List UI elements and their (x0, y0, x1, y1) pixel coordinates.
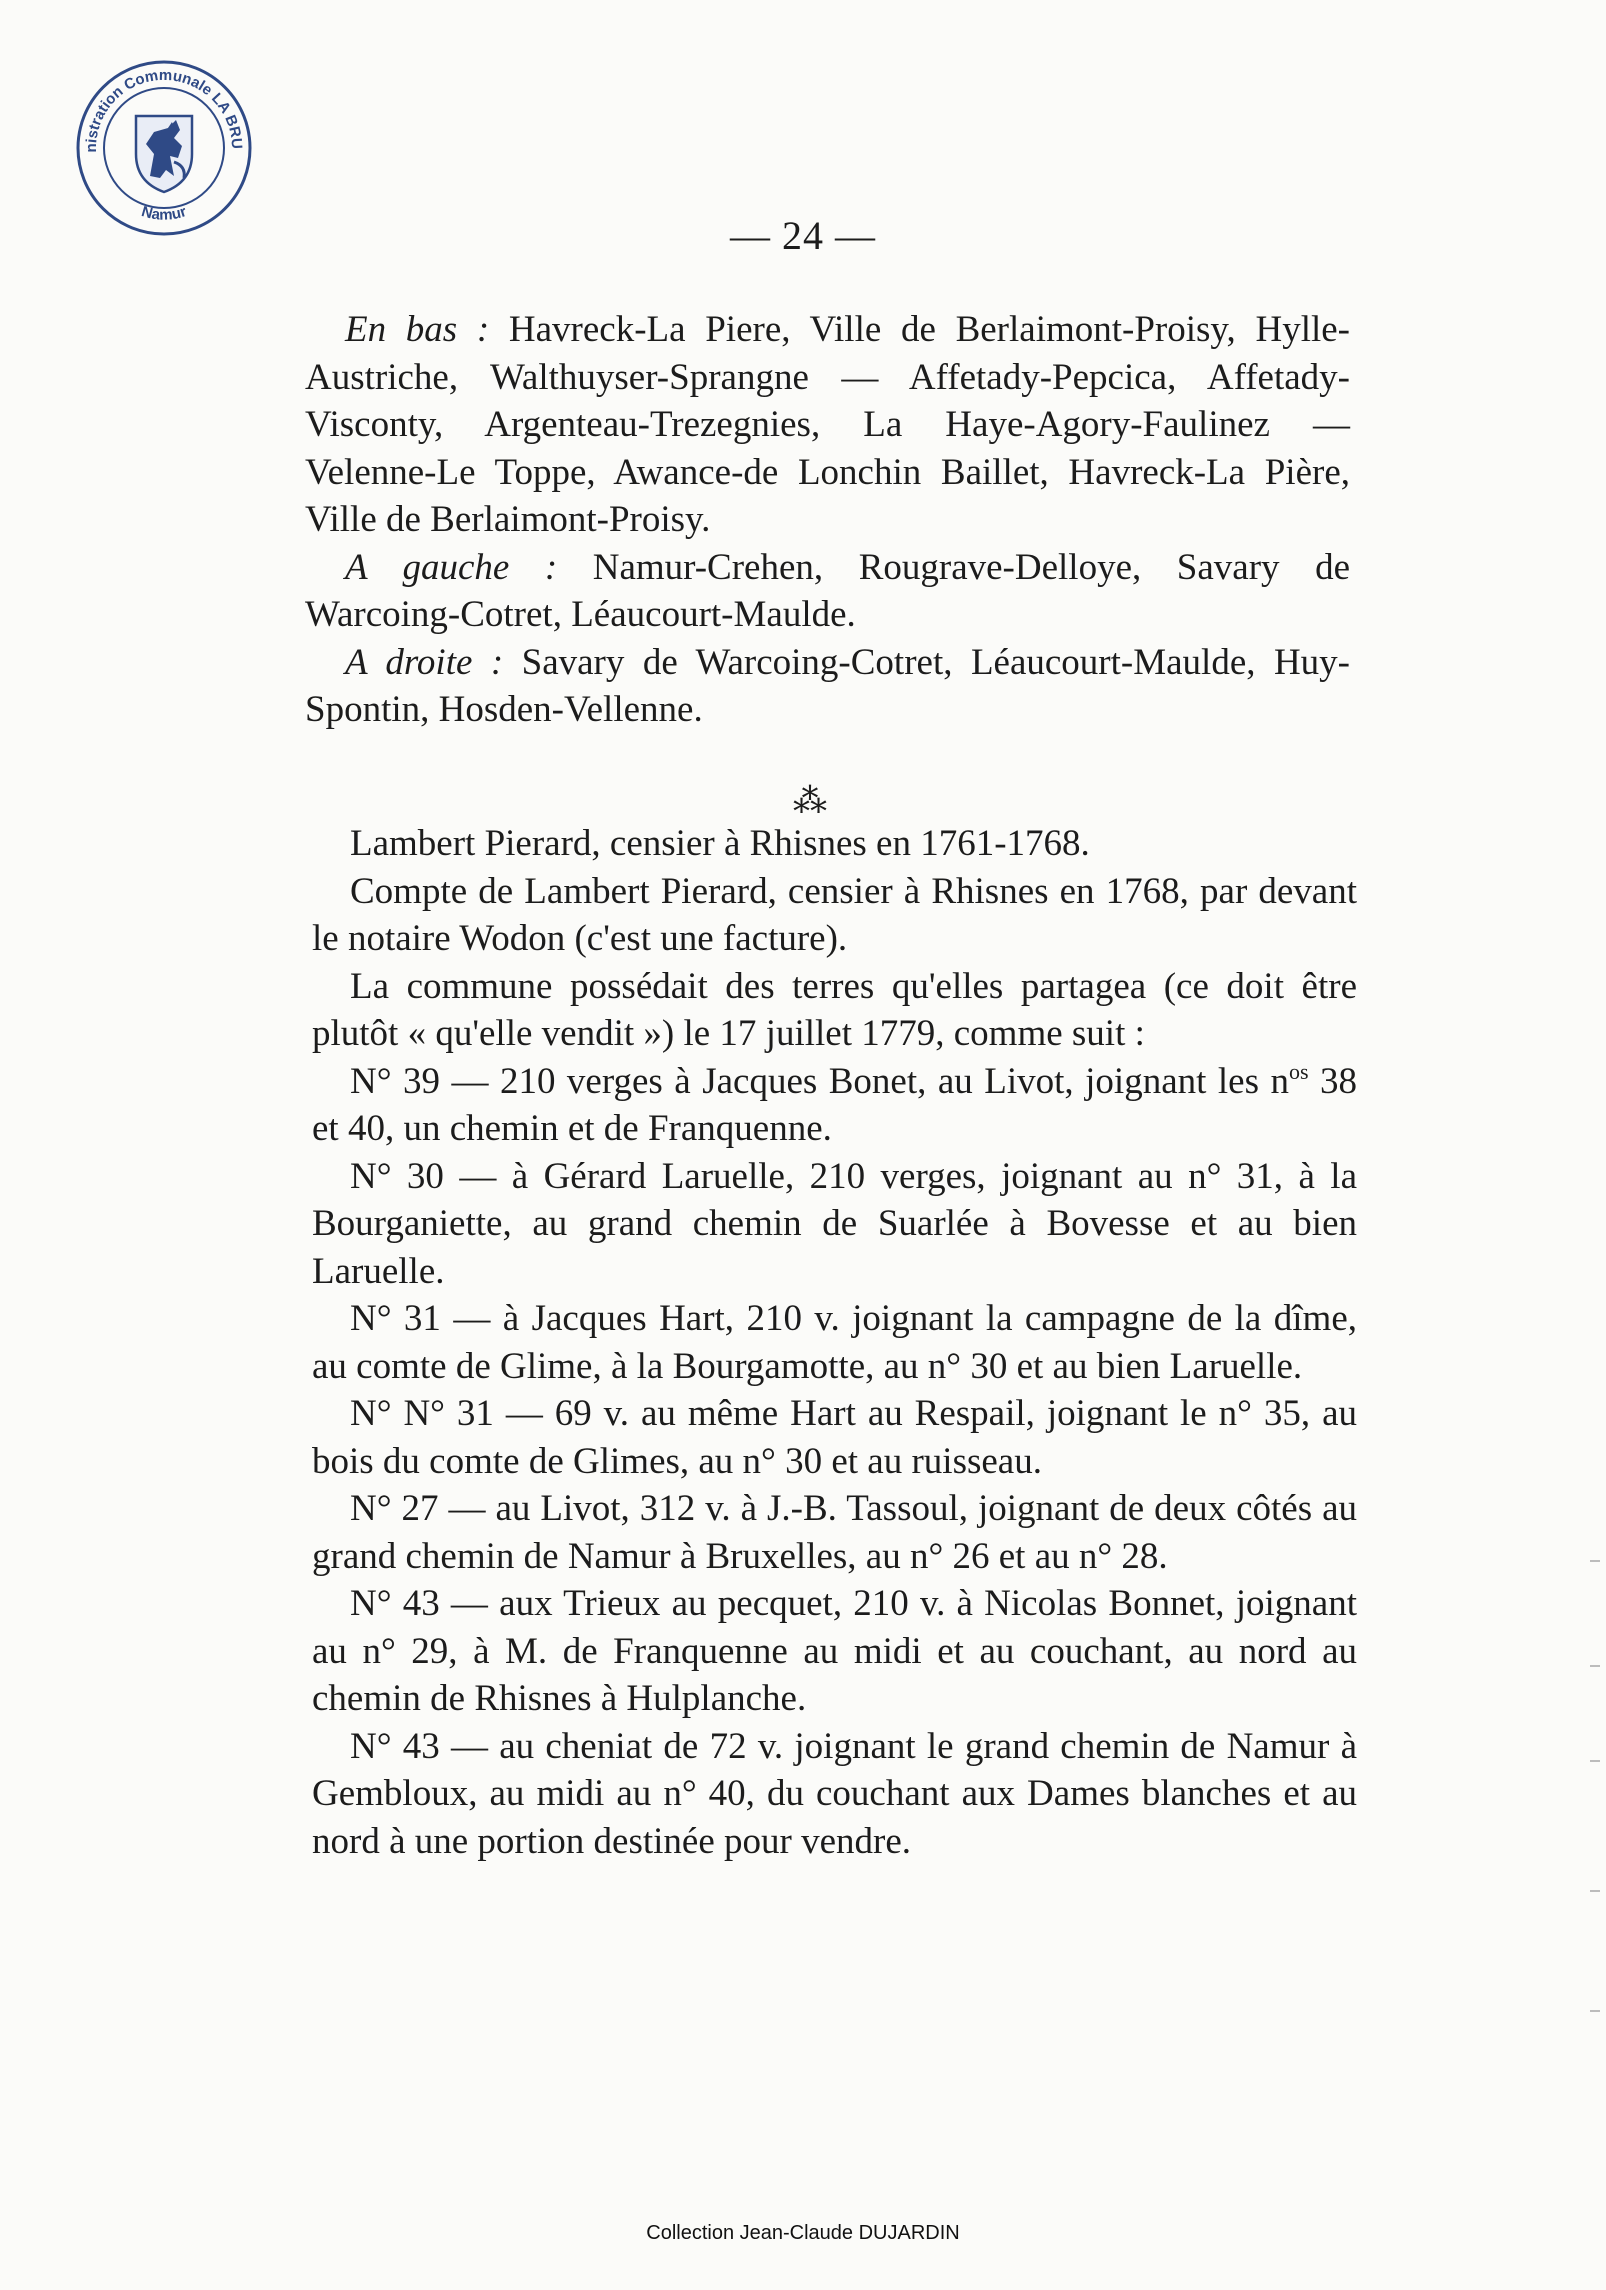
lion-coat-of-arms-icon (74, 58, 254, 238)
paragraph-text: Savary de Warcoing-Cotret, Léaucourt-Maulde, Huy-Spontin, Hosden-Vellenne. (305, 641, 1350, 730)
margin-mark (1590, 1560, 1600, 1562)
paragraph: N° 31 — à Jacques Hart, 210 v. joignant la campagne de la dîme, au comte de Glime, à la Bourgamotte, au n° 30 et au bien Laruelle. (312, 1298, 1357, 1387)
page-number: — 24 — (730, 213, 876, 258)
margin-mark (1590, 1890, 1600, 1892)
svg-text:Namur: Namur (139, 203, 189, 224)
paragraph-label: En bas : (345, 309, 490, 350)
paragraph-a-gauche (305, 544, 1350, 639)
margin-mark (1590, 1760, 1600, 1762)
asterism-divider: ⁂ (793, 783, 827, 820)
land-records-section (312, 820, 1357, 1865)
paragraph: N° 27 — au Livot, 312 v. à J.-B. Tassoul, joignant de deux côtés au grand chemin de Namur à Bruxelles, au n° 26 et au n° 28. (312, 1488, 1357, 1577)
svg-text:Administration Communale LA BR: nistration Communale LA BRU (82, 66, 246, 153)
margin-mark (1590, 2010, 1600, 2012)
paragraph-text: 38 et 40, un chemin et de Franquenne. (312, 1060, 1357, 1149)
paragraph: N° 30 — à Gérard Laruelle, 210 verges, joignant au n° 31, à la Bourganiette, au grand chemin de Suarlée à Bovesse et au bien Laruelle. (312, 1155, 1357, 1292)
paragraph: N° 43 — aux Trieux au pecquet, 210 v. à Nicolas Bonnet, joignant au n° 29, à M. de Franquenne au midi et au couchant, au nord au chemin de Rhisnes à Hulplanche. (312, 1583, 1357, 1719)
paragraph (312, 1058, 1357, 1153)
paragraph: N° N° 31 — 69 v. au même Hart au Respail, joignant le n° 35, au bois du comte de Glimes, au n° 30 et au ruisseau. (312, 1393, 1357, 1482)
paragraph-text: Namur-Crehen, Rougrave-Delloye, Savary de Warcoing-Cotret, Léaucourt-Maulde. (305, 546, 1350, 635)
paragraph-text: Havreck-La Piere, Ville de Berlaimont-Proisy, Hylle-Austriche, Walthuyser-Sprangne — Affetady-Pepcica, Affetady-Visconty, Argenteau-Trezegnies, La Haye-Agory-Faulinez — Velenne-Le Toppe, Awance-de Lonchin Baillet, Havreck-La Pière, Ville de Berlaimont-Proisy. (305, 309, 1350, 540)
paragraph-en-bas (305, 306, 1350, 544)
paragraph: La commune possédait des terres qu'elles partagea (ce doit être plutôt « qu'elle vendit ») le 17 juillet 1779, comme suit : (312, 965, 1357, 1054)
commune-stamp (74, 58, 254, 238)
margin-mark (1590, 1665, 1600, 1667)
paragraph: Compte de Lambert Pierard, censier à Rhisnes en 1768, par devant le notaire Wodon (c'est une facture). (312, 870, 1357, 959)
collection-footer: Collection Jean-Claude DUJARDIN (646, 2222, 960, 2244)
paragraph-text: N° 39 — 210 verges à Jacques Bonet, au Livot, joignant les n (350, 1060, 1289, 1102)
armorial-section (305, 306, 1350, 734)
paragraph: N° 43 — au cheniat de 72 v. joignant le grand chemin de Namur à Gembloux, au midi au n° 40, du couchant aux Dames blanches et au nord à une portion destinée pour vendre. (312, 1725, 1357, 1862)
superscript: os (1288, 1058, 1309, 1084)
paragraph-label: A gauche : (345, 546, 558, 588)
paragraph-label: A droite : (345, 641, 504, 683)
paragraph-a-droite (305, 639, 1350, 734)
paragraph: Lambert Pierard, censier à Rhisnes en 1761-1768. (350, 823, 1090, 864)
